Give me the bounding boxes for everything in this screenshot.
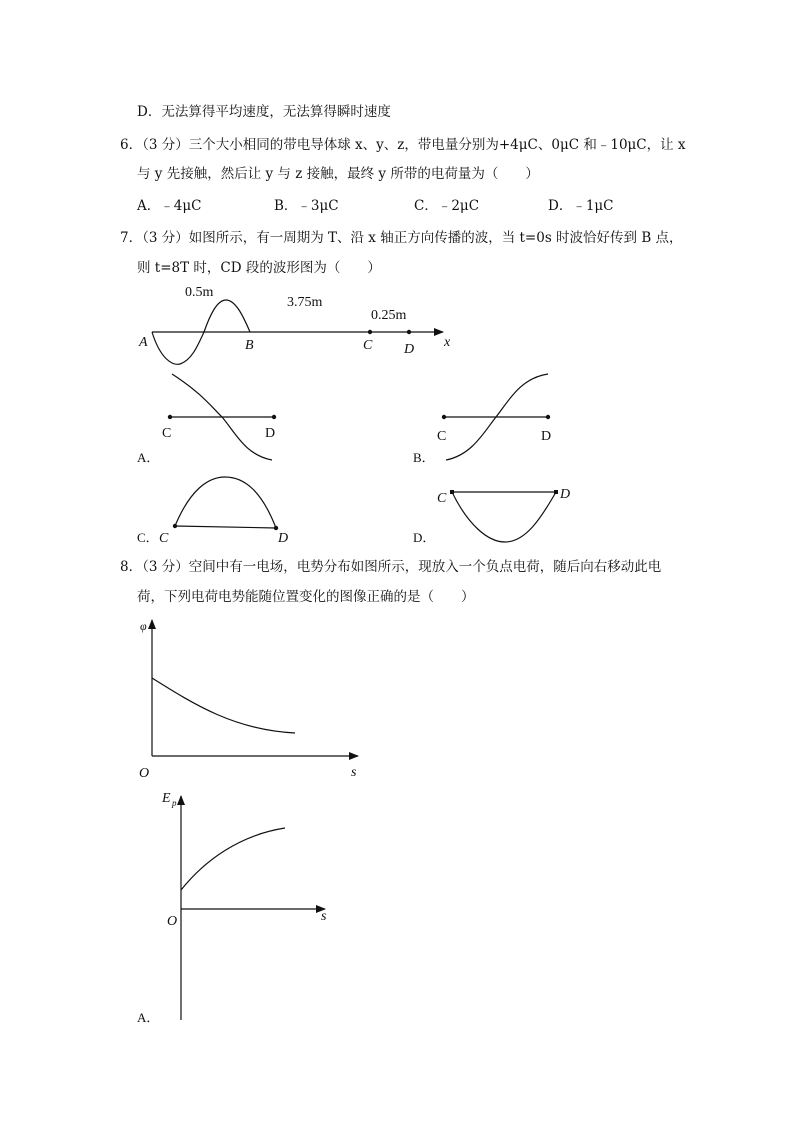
q6-option-d: D．﹣1μC <box>548 198 614 214</box>
q7-stem-line2: 则 t=8T 时，CD 段的波形图为（ ） <box>137 260 381 276</box>
point-d-dot <box>407 330 411 334</box>
q6-stem-line1: 6．（3 分）三个大小相同的带电导体球 x、y、z，带电量分别为+4μC、0μC 和﹣10μC，让 x <box>120 137 686 153</box>
option-c-c: C <box>159 531 169 546</box>
ep-label: E <box>162 791 171 806</box>
label-d: D <box>404 342 415 357</box>
dot <box>450 490 454 494</box>
q6-option-b: B．﹣3μC <box>274 198 339 214</box>
option-c-cd-line <box>175 526 276 528</box>
q5-option-d: D．无法算得平均速度，无法算得瞬时速度 <box>137 104 391 120</box>
label-x: x <box>444 335 451 350</box>
label-c: C <box>363 338 373 353</box>
phi-label: φ <box>140 619 147 633</box>
point-c-dot <box>368 330 372 334</box>
label-0-25m: 0.25m <box>371 308 407 323</box>
option-c-curve <box>175 477 276 528</box>
q6-option-a: A．﹣4μC <box>137 198 202 214</box>
option-a-d: D <box>265 426 276 441</box>
phi-s-label: s <box>351 765 357 780</box>
label-3-75m: 3.75m <box>287 295 323 310</box>
option-b-c: C <box>437 429 447 444</box>
option-a-label: A． <box>137 450 160 465</box>
option-d-curve <box>452 492 556 542</box>
ep-s-label: s <box>321 909 327 924</box>
ep-origin: O <box>167 914 178 929</box>
dot <box>274 526 278 530</box>
ep-curve <box>181 828 285 890</box>
option-a-c: C <box>162 426 172 441</box>
q7-stem-line1: 7．（3 分）如图所示，有一周期为 T、沿 x 轴正方向传播的波，当 t=0s 时波恰好传到 B 点， <box>120 230 683 246</box>
q6-option-c: C．﹣2μC <box>414 198 480 214</box>
option-c-label: C． <box>137 530 159 545</box>
dot <box>442 415 446 419</box>
q6-stem-line2: 与 y 先接触，然后让 y 与 z 接触，最终 y 所带的电荷量为（ ） <box>137 166 539 182</box>
option-b-d: D <box>541 429 552 444</box>
q8-stem-line1: 8．（3 分）空间中有一电场，电势分布如图所示，现放入一个负点电荷，随后向右移动此电 <box>120 559 662 575</box>
label-b: B <box>245 338 254 353</box>
dot <box>554 490 558 494</box>
option-c-d: D <box>278 531 289 546</box>
phi-curve <box>152 678 295 733</box>
dot <box>272 415 276 419</box>
option-d-d: D <box>560 487 571 502</box>
dot <box>173 524 177 528</box>
option-b-label: B． <box>413 450 435 465</box>
dot <box>168 415 172 419</box>
label-0-5m: 0.5m <box>185 285 214 300</box>
q8-option-a-label: A． <box>137 1010 160 1025</box>
dot <box>546 415 550 419</box>
q8-stem-line2: 荷，下列电荷电势能随位置变化的图像正确的是（ ） <box>137 589 475 605</box>
option-d-label: D． <box>413 530 436 545</box>
label-a: A <box>139 335 148 350</box>
ep-label-sub: p <box>172 798 177 808</box>
option-d-c: C <box>437 491 447 506</box>
phi-origin: O <box>139 766 150 781</box>
